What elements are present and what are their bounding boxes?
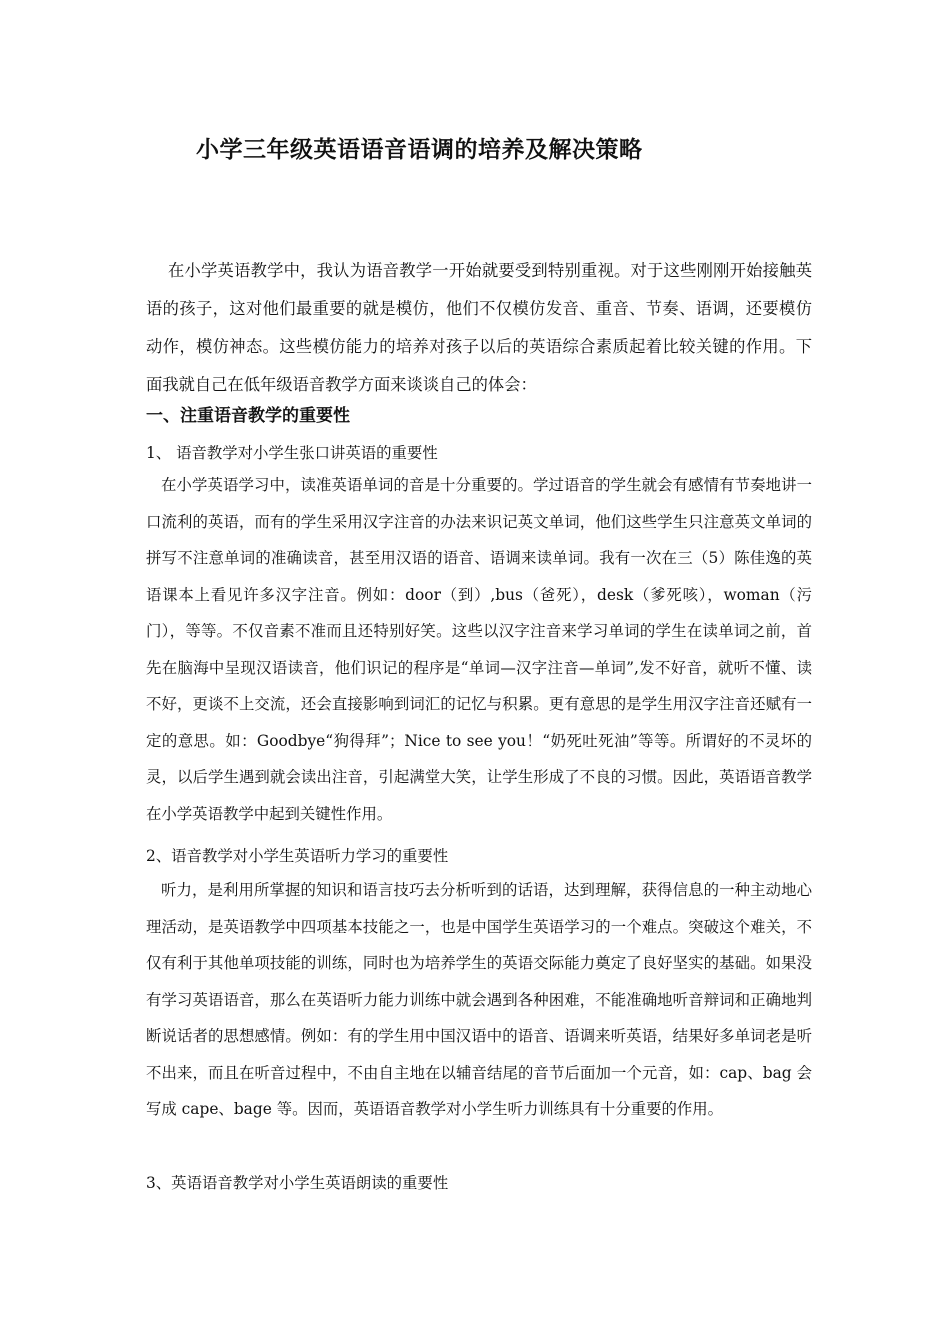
section-heading-importance: 一、注重语音教学的重要性 (146, 406, 350, 426)
intro-paragraph: 在小学英语教学中，我认为语音教学一开始就要受到特别重视。对于这些刚刚开始接触英语的孩子，这对他们最重要的就是模仿，他们不仅模仿发音、重音、节奏、语调，还要模仿动作，模仿神态。这些模仿能力的培养对孩子以后的英语综合素质起着比较关键的作用。下面我就自己在低年级语音教学方面来谈谈自己的体会： (146, 261, 812, 394)
subsection-heading-speaking: 1、 语音教学对小学生张口讲英语的重要性 (146, 444, 438, 462)
document-title: 小学三年级英语语音语调的培养及解决策略 (196, 137, 643, 163)
paragraph-listening: 听力，是利用所掌握的知识和语言技巧去分析听到的话语，达到理解，获得信息的一种主动地心理活动，是英语教学中四项基本技能之一，也是中国学生英语学习的一个难点。突破这个难关，不仅有利于其他单项技能的训练，同时也为培养学生的英语交际能力奠定了良好坚实的基础。如果没有学习英语语音，那么在英语听力能力训练中就会遇到各种困难，不能准确地听音辩词和正确地判断说话者的思想感情。例如：有的学生用中国汉语中的语音、语调来听英语，结果好多单词老是听不出来，而且在听音过程中，不由自主地在以辅音结尾的音节后面加一个元音，如：cap、bag 会写成 cape、bage 等。因而，英语语音教学对小学生听力训练具有十分重要的作用。 (146, 881, 812, 1118)
subsection-heading-listening: 2、语音教学对小学生英语听力学习的重要性 (146, 847, 449, 865)
paragraph-speaking: 在小学英语学习中，读准英语单词的音是十分重要的。学过语音的学生就会有感情有节奏地讲一口流利的英语，而有的学生采用汉字注音的办法来识记英文单词，他们这些学生只注意英文单词的拼写不注意单词的准确读音，甚至用汉语的语音、语调来读单词。我有一次在三（5）陈佳逸的英语课本上看见许多汉字注音。例如：door（到）,bus（爸死），desk（爹死咳），woman（污门），等等。不仅音素不准而且还特别好笑。这些以汉字注音来学习单词的学生在读单词之前，首先在脑海中呈现汉语读音，他们识记的程序是“单词—汉字注音—单词”,发不好音，就听不懂、读不好，更谈不上交流，还会直接影响到词汇的记忆与积累。更有意思的是学生用汉字注音还赋有一定的意思。如：Goodbye“狗得拜”；Nice to see you！“奶死吐死油”等等。所谓好的不灵坏的灵，以后学生遇到就会读出注音，引起满堂大笑，让学生形成了不良的习惯。因此，英语语音教学在小学英语教学中起到关键性作用。 (146, 476, 812, 823)
subsection-heading-reading: 3、英语语音教学对小学生英语朗读的重要性 (146, 1174, 449, 1192)
